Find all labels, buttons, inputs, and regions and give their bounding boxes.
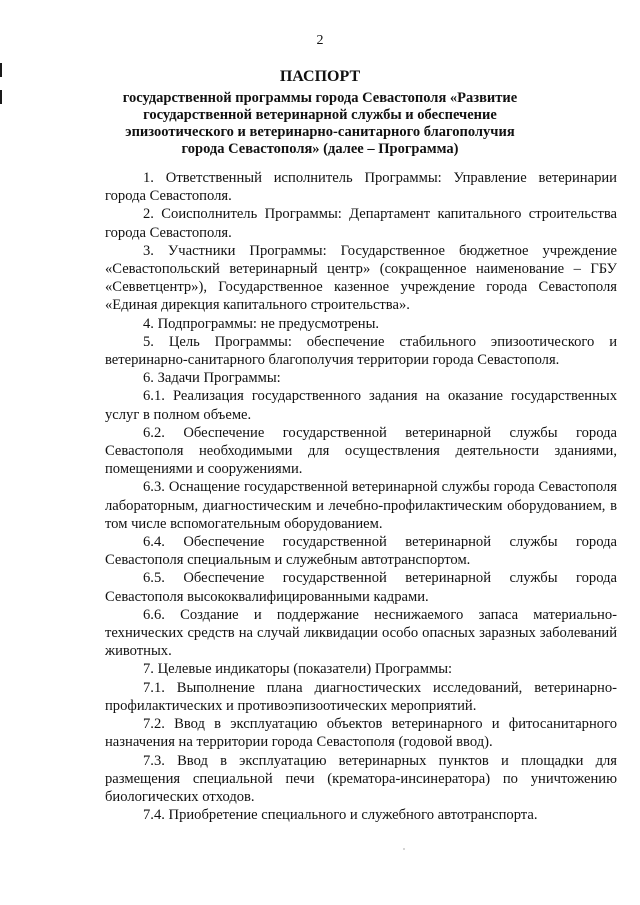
paragraph-6-4: 6.4. Обеспечение государственной ветеринарной службы города Севастополя специальным и служебным автотранспортом. — [105, 534, 617, 569]
paragraph-5: 5. Цель Программы: обеспечение стабильного эпизоотического и ветеринарно-санитарного благополучия территории города Севастополя. — [105, 333, 617, 369]
title-block — [104, 68, 536, 158]
paragraph-7: 7. Целевые индикаторы (показатели) Программы: — [143, 661, 453, 678]
document-subtitle: государственной программы города Севастополя «Развитие государственной ветеринарной службы и обеспечение эпизоотического и ветеринарно-санитарного благополучия города Севастополя» (далее – Программа) — [122, 90, 518, 157]
page-number: 2 — [316, 33, 324, 48]
paragraph-6-5: 6.5. Обеспечение государственной ветеринарной службы города Севастополя высококвалифицированными кадрами. — [105, 570, 617, 605]
scan-margin-mark — [0, 63, 2, 77]
scan-speck — [403, 848, 405, 850]
paragraph-7-2: 7.2. Ввод в эксплуатацию объектов ветеринарного и фитосанитарного назначения на территории города Севастополя (годовой ввод). — [105, 716, 617, 751]
paragraph-6-6: 6.6. Создание и поддержание неснижаемого запаса материально-технических средств на случай ликвидации особо опасных заразных заболеваний животных. — [105, 606, 617, 660]
paragraph-3: 3. Участники Программы: Государственное бюджетное учреждение «Севастопольский ветеринарный центр» (сокращенное наименование – ГБУ «Севветцентр»), Государственное казенное учреждение города Севастополя «Единая дирекция капитального строительства». — [105, 242, 617, 314]
paragraph-1: 1. Ответственный исполнитель Программы: Управление ветеринарии города Севастополя. — [105, 170, 617, 205]
paragraph-7-4: 7.4. Приобретение специального и служебного автотранспорта. — [143, 807, 538, 824]
paragraph-4: 4. Подпрограммы: не предусмотрены. — [143, 315, 380, 332]
paragraph-2: 2. Соисполнитель Программы: Департамент капитального строительства города Севастополя. — [105, 206, 617, 241]
scan-margin-mark — [0, 90, 2, 104]
passport-body — [105, 169, 617, 824]
paragraph-7-1: 7.1. Выполнение плана диагностических исследований, ветеринарно-профилактических и противоэпизоотических мероприятий. — [105, 679, 617, 714]
paragraph-6-1: 6.1. Реализация государственного задания на оказание государственных услуг в полном объеме. — [105, 388, 617, 423]
paragraph-6: 6. Задачи Программы: — [143, 370, 281, 387]
paragraph-7-3: 7.3. Ввод в эксплуатацию ветеринарных пунктов и площадки для размещения специальной печи (крематора-инсинератора) по уничтожению биологических отходов. — [105, 752, 617, 805]
paragraph-6-2: 6.2. Обеспечение государственной ветеринарной службы города Севастополя необходимыми для осуществления деятельности зданиями, помещениями и сооружениями. — [105, 424, 617, 478]
paragraph-6-3: 6.3. Оснащение государственной ветеринарной службы города Севастополя лабораторным, диагностическим и лечебно-профилактическим оборудованием, в том числе вспомогательным оборудованием. — [105, 479, 617, 532]
document-title: ПАСПОРТ — [279, 68, 361, 85]
